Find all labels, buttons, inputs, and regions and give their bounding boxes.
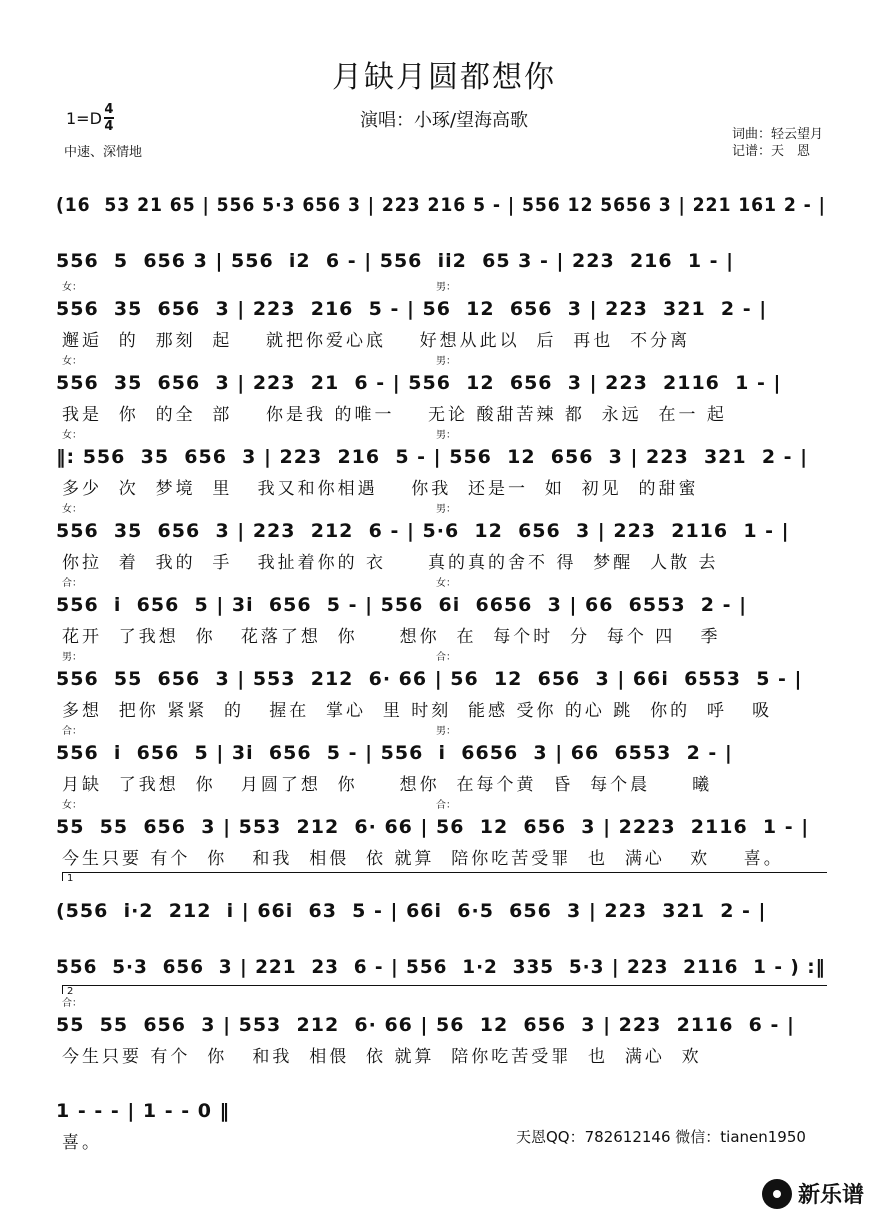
time-signature xyxy=(104,103,114,133)
score-line xyxy=(56,994,832,1066)
lyrics-row: 你拉 着 我的 手 我扯着你的 衣 真的真的舍不 得 梦醒 人散 去 xyxy=(62,553,719,573)
record-icon xyxy=(762,1179,792,1209)
site-logo xyxy=(762,1178,864,1209)
lyrics-row: 月缺 了我想 你 月圆了想 你 想你 在每个黄 昏 每个晨 曦 xyxy=(62,775,713,795)
notation-row: 556 35 656 3 | 223 21 6 - | 556 12 656 3 | 223 2116 1 - | xyxy=(56,372,782,394)
notation-row: (556 i·2 212 i | 66i 63 5 - | 66i 6·5 656 3 | 223 321 2 - | xyxy=(56,900,767,922)
time-sig-bottom: 4 xyxy=(104,119,114,134)
voice-part-label: 女： xyxy=(62,282,82,293)
volta-first xyxy=(62,872,827,884)
volta-second-label: 2 xyxy=(67,986,74,997)
voice-part-label: 男： xyxy=(436,504,456,515)
score-line xyxy=(56,722,832,794)
logo-text: 新乐谱 xyxy=(798,1183,865,1208)
lyrics-row: 多少 次 梦境 里 我又和你相遇 你我 还是一 如 初见 的甜蜜 xyxy=(62,479,699,499)
lyrics-row: 邂逅 的 那刻 起 就把你爱心底 好想从此以 后 再也 不分离 xyxy=(62,331,691,351)
voice-part-label: 合： xyxy=(62,578,82,589)
score-line xyxy=(56,796,832,868)
lyrics-row: 我是 你 的全 部 你是我 的唯一 无论 酸甜苦辣 都 永远 在一 起 xyxy=(62,405,727,425)
voice-part-label: 男： xyxy=(436,282,456,293)
volta-second xyxy=(62,985,827,997)
key-prefix: 1=D xyxy=(66,108,102,128)
notation-row: 556 55 656 3 | 553 212 6· 66 | 56 12 656 3 | 66i 6553 5 - | xyxy=(56,668,803,690)
voice-part-label: 合： xyxy=(62,998,82,1009)
voice-part-label: 合： xyxy=(436,800,456,811)
voice-part-label: 女： xyxy=(62,504,82,515)
lyrics-row: 多想 把你 紧紧 的 握在 掌心 里 时刻 能感 受你 的心 跳 你的 呼 吸 xyxy=(62,701,773,721)
score-line xyxy=(56,574,832,646)
song-title: 月缺月圆都想你 xyxy=(332,60,556,95)
lyrics-music-credit: 词曲：轻云望月 xyxy=(732,127,824,142)
score-line xyxy=(56,648,832,720)
volta-first-label: 1 xyxy=(67,873,74,884)
notation-row: (16 53 21 65 | 556 5·3 656 3 | 223 216 5 - | 556 12 5656 3 | 221 161 2 - | xyxy=(56,194,826,216)
voice-part-label: 合： xyxy=(436,652,456,663)
notation-row: 556 i 656 5 | 3i 656 5 - | 556 i 6656 3 | 66 6553 2 - | xyxy=(56,742,733,764)
voice-part-label: 女： xyxy=(62,356,82,367)
voice-part-label: 男： xyxy=(436,356,456,367)
key-signature xyxy=(66,103,114,133)
notation-row: ‖: 556 35 656 3 | 223 216 5 - | 556 12 656 3 | 223 321 2 - | xyxy=(56,446,809,468)
voice-part-label: 女： xyxy=(62,430,82,441)
notation-row: 1 - - - | 1 - - 0 ‖ xyxy=(56,1100,231,1122)
singer-credit: 演唱：小琢/望海高歌 xyxy=(359,110,529,131)
score-line xyxy=(56,500,832,572)
notation-row: 556 35 656 3 | 223 216 5 - | 56 12 656 3 | 223 321 2 - | xyxy=(56,298,768,320)
lyrics-row: 喜。 xyxy=(62,1133,102,1153)
voice-part-label: 女： xyxy=(436,578,456,589)
voice-part-label: 男： xyxy=(436,726,456,737)
score-line xyxy=(56,352,832,424)
lyrics-row: 今生只要 有个 你 和我 相偎 依 就算 陪你吃苦受罪 也 满心 欢 xyxy=(62,1047,702,1067)
voice-part-label: 合： xyxy=(62,726,82,737)
notation-row: 55 55 656 3 | 553 212 6· 66 | 56 12 656 3 | 223 2116 6 - | xyxy=(56,1014,795,1036)
lyrics-row: 花开 了我想 你 花落了想 你 想你 在 每个时 分 每个 四 季 xyxy=(62,627,721,647)
score-line xyxy=(56,278,832,350)
score-line xyxy=(56,426,832,498)
notation-row: 556 5 656 3 | 556 i2 6 - | 556 ii2 65 3 - | 223 216 1 - | xyxy=(56,250,735,272)
transcriber-credit: 记谱：天 恩 xyxy=(732,144,811,159)
lyrics-row: 今生只要 有个 你 和我 相偎 依 就算 陪你吃苦受罪 也 满心 欢 喜。 xyxy=(62,849,784,869)
tempo-marking: 中速、深情地 xyxy=(64,145,143,160)
notation-row: 556 i 656 5 | 3i 656 5 - | 556 6i 6656 3 | 66 6553 2 - | xyxy=(56,594,748,616)
voice-part-label: 女： xyxy=(62,800,82,811)
time-sig-top: 4 xyxy=(104,102,114,117)
voice-part-label: 男： xyxy=(436,430,456,441)
notation-row: 55 55 656 3 | 553 212 6· 66 | 56 12 656 3 | 2223 2116 1 - | xyxy=(56,816,810,838)
notation-row: 556 35 656 3 | 223 212 6 - | 5·6 12 656 3 | 223 2116 1 - | xyxy=(56,520,790,542)
notation-row: 556 5·3 656 3 | 221 23 6 - | 556 1·2 335 5·3 | 223 2116 1 - ) :‖ xyxy=(56,956,826,978)
voice-part-label: 男： xyxy=(62,652,82,663)
contact-info: 天恩QQ：782612146 微信：tianen1950 xyxy=(516,1128,806,1146)
credits xyxy=(732,126,823,160)
